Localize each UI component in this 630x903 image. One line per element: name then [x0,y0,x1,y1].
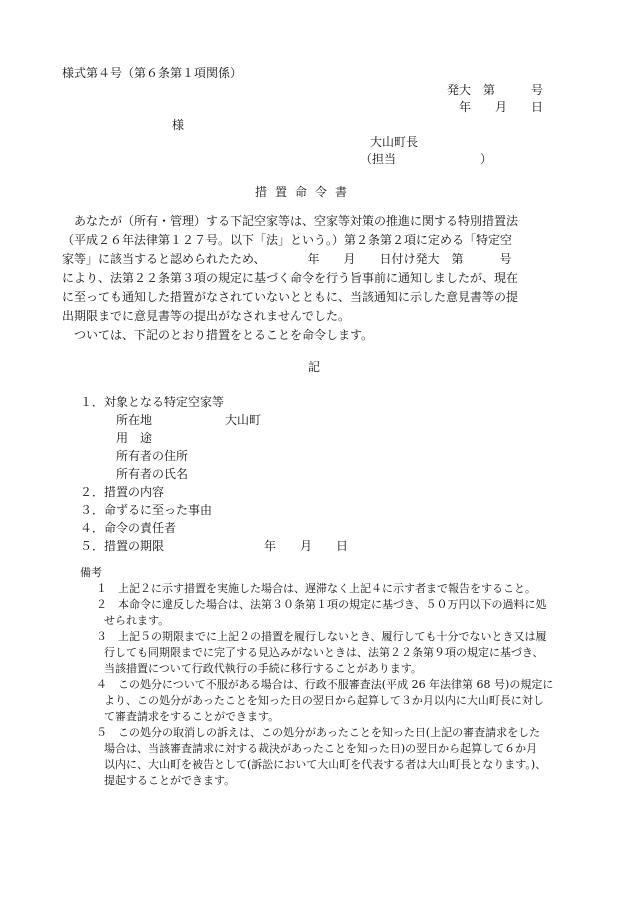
note-line: 行しても同期限までに完了する見込みがないときは、法第２２条第９項の規定に基づき、 [104,646,544,659]
body-line: により、法第２２条第３項の規定に基づく命令を行う旨事前に通知しましたが、現在 [62,271,519,285]
notes-heading: 備考 [80,566,102,579]
issue-date: 年 月 日 [459,100,544,114]
item-5: ５．措置の期限 [80,539,165,553]
deadline-date: 年 月 日 [264,539,349,553]
document-number: 発大 第 号 [447,83,544,97]
location-value: 大山町 [225,413,262,427]
note-line: ４ この処分について不服がある場合は、行政不服審査法(平成 26 年法律第 68 号)の規定に [96,678,554,691]
item-3: ３．命ずるに至った事由 [80,503,213,517]
use-label: 用 途 [116,431,153,445]
body-line: 家等」に該当すると認められたため、 年 月 日付け発大 第 号 [62,252,512,266]
note-line: 以内に、大山町を被告として(訴訟において大山町を代表する者は大山町長となります。)、 [104,758,547,771]
contact-person: （担当 ） [360,152,493,166]
body-line: ついては、下記のとおり措置をとることを命令します。 [62,328,374,342]
note-line: ２ 本命令に違反した場合は、法第３０条第１項の規定に基づき、５０万円以下の過料に処 [96,598,547,611]
location-label: 所在地 [116,413,153,427]
note-line: 提起することができます。 [104,774,236,787]
issuer: 大山町長 [370,135,419,149]
document-title: 措置命令書 [255,185,356,199]
item-4: ４．命令の責任者 [80,521,177,535]
body-line: あなたが（所有・管理）する下記空家等は、空家等対策の推進に関する特別措置法 [62,214,519,228]
body-line: 出期限までに意見書等の提出がなされませんでした。 [62,309,351,323]
note-line: せられます。 [104,614,170,627]
item-2: ２．措置の内容 [80,485,165,499]
note-line: 場合は、当該審査請求に対する裁決があったことを知った日)の翌日から起算して６か月 [104,742,538,755]
note-line: より、この処分があったことを知った日の翌日から起算して３か月以内に大山町長に対し [104,694,544,707]
note-line: １ 上記２に示す措置を実施した場合は、遅滞なく上記４に示す者まで報告をすること。 [96,582,536,595]
note-line: ５ この処分の取消しの訴えは、この処分があったことを知った日(上記の審査請求をした [96,726,541,739]
addressee: 様 [172,118,185,132]
body-line: （平成２６年法律第１２７号。以下「法」という。）第２条第２項に定める「特定空 [62,233,513,247]
note-line: 当該措置について行政代執行の手続に移行することがあります。 [104,662,422,675]
body-line: に至っても通知した措置がなされていないとともに、当該通知に示した意見書等の提 [62,290,519,304]
note-line: ３ 上記５の期限までに上記２の措置を履行しないとき、履行しても十分でないとき又は履 [96,630,547,643]
owner-address-label: 所有者の住所 [116,449,189,463]
item-1: １．対象となる特定空家等 [80,395,225,409]
ki-heading: 記 [308,360,321,374]
form-label: 様式第４号（第６条第１項関係） [62,66,243,80]
owner-name-label: 所有者の氏名 [116,467,189,481]
note-line: て審査請求をすることができます。 [104,710,280,723]
